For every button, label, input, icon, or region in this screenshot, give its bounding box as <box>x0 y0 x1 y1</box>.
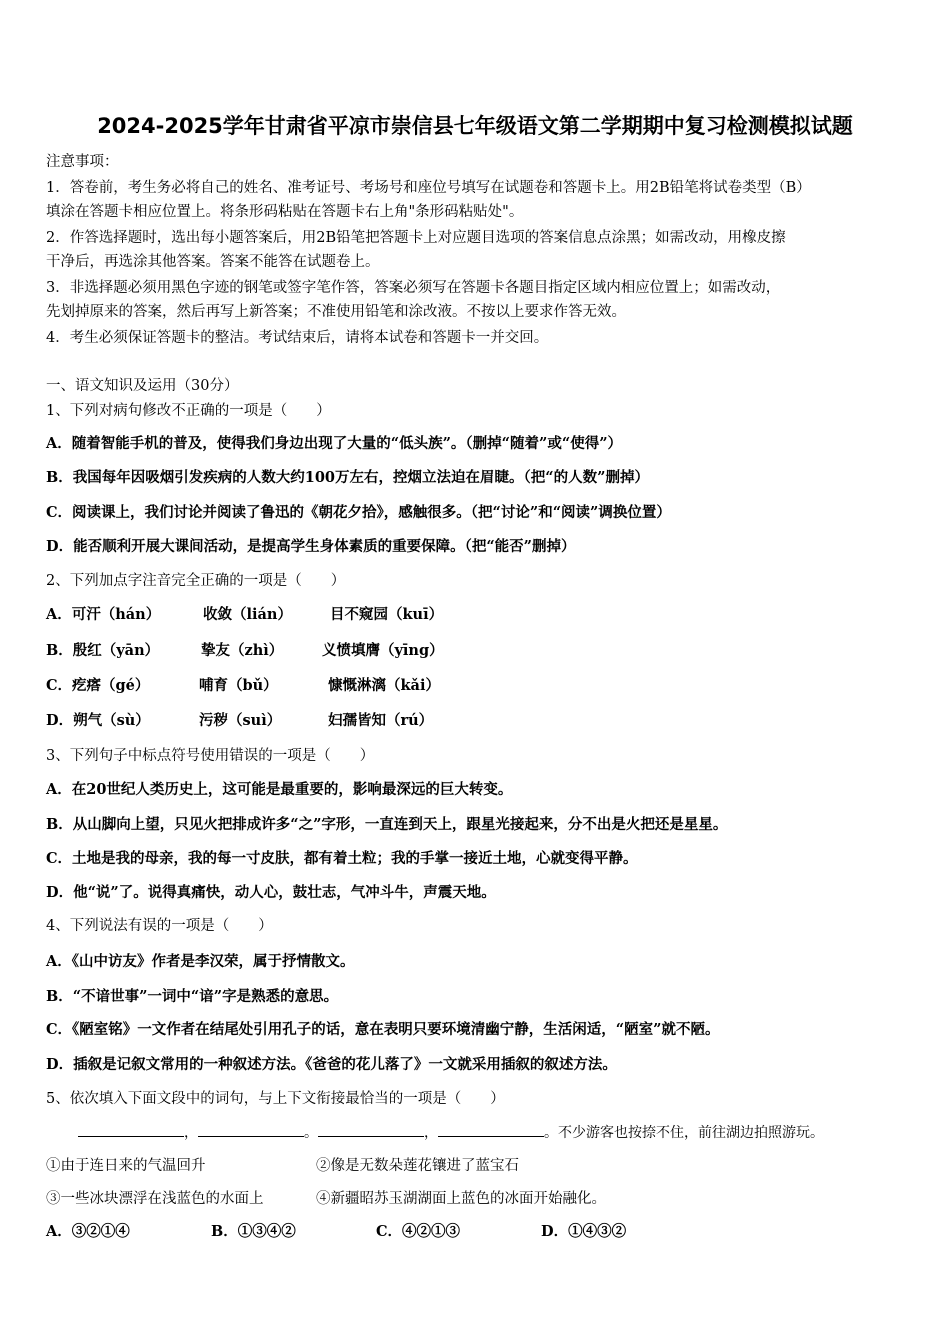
pinyin-option: 收敛（lián） <box>203 606 292 623</box>
notice-line: 先划掉原来的答案，然后再写上新答案；不准使用铅笔和涂改液。不按以上要求作答无效。 <box>46 304 626 320</box>
pinyin-option: 慷慨淋漓（kǎi） <box>328 677 440 694</box>
pinyin-option: 哺育（bǔ） <box>199 677 278 694</box>
pinyin-option: 目不窥园（kuī） <box>330 606 444 623</box>
question-stem: 3、下列句子中标点符号使用错误的一项是（ ） <box>46 748 375 764</box>
pinyin-option: A．可汗（hán） <box>46 606 161 623</box>
notice-line: 2．作答选择题时，选出每小题答案后，用2B铅笔把答题卡上对应题目选项的答案信息点涂黑；如需改动，用橡皮擦 <box>46 230 786 246</box>
answer-blank[interactable] <box>198 1122 304 1137</box>
notice-heading: 注意事项： <box>46 154 119 170</box>
sentence-item: ①由于连日来的气温回升 <box>46 1158 206 1174</box>
question-stem: 1、下列对病句修改不正确的一项是（ ） <box>46 403 331 419</box>
question-option: A．在20世纪人类历史上，这可能是最重要的，影响最深远的巨大转变。 <box>46 781 513 798</box>
notice-line: 干净后，再选涂其他答案。答案不能答在试题卷上。 <box>46 254 380 270</box>
answer-blank[interactable] <box>78 1122 184 1137</box>
notice-line: 填涂在答题卡相应位置上。将条形码粘贴在答题卡右上角"条形码粘贴处"。 <box>46 204 524 220</box>
sentence-item: ②像是无数朵莲花镶进了蓝宝石 <box>316 1158 519 1174</box>
question-option: A．《山中访友》作者是李汉荣，属于抒情散文。 <box>46 953 355 970</box>
sentence-item: ③一些冰块漂浮在浅蓝色的水面上 <box>46 1191 264 1207</box>
question-stem: 4、下列说法有误的一项是（ ） <box>46 918 273 934</box>
pinyin-option: 挚友（zhì） <box>201 642 284 659</box>
question-stem: 5、依次填入下面文段中的词句，与上下文衔接最恰当的一项是（ ） <box>46 1091 505 1107</box>
answer-choice[interactable]: C．④②①③ <box>376 1223 461 1240</box>
question-stem: 2、下列加点字注音完全正确的一项是（ ） <box>46 573 346 589</box>
pinyin-option: B．殷红（yān） <box>46 642 160 659</box>
notice-line: 1．答卷前，考生务必将自己的姓名、准考证号、考场号和座位号填写在试题卷和答题卡上。用2B铅笔将试卷类型（B） <box>46 180 811 196</box>
answer-blank[interactable] <box>438 1122 544 1137</box>
question-option: D．插叙是记叙文常用的一种叙述方法。《爸爸的花儿落了》一文就采用插叙的叙述方法。 <box>46 1056 617 1073</box>
page-title: 2024-2025学年甘肃省平凉市崇信县七年级语文第二学期期中复习检测模拟试题 <box>97 114 853 138</box>
fill-blank-passage: ， 。 ， 。不少游客也按捺不住，前往湖边拍照游玩。 <box>78 1122 824 1143</box>
question-option: B．我国每年因吸烟引发疾病的人数大约100万左右，控烟立法迫在眉睫。（把“的人数”删掉） <box>46 469 649 486</box>
question-option: A．随着智能手机的普及，使得我们身边出现了大量的“低头族”。（删掉“随着”或“使得”） <box>46 435 623 452</box>
question-option: C．土地是我的母亲，我的每一寸皮肤，都有着土粒；我的手掌一接近土地，心就变得平静。 <box>46 850 638 867</box>
section-heading: 一、语文知识及运用（30分） <box>46 378 239 394</box>
notice-line: 3．非选择题必须用黑色字迹的钢笔或签字笔作答，答案必须写在答题卡各题目指定区域内相应位置上；如需改动， <box>46 280 781 296</box>
question-option: D．能否顺利开展大课间活动，是提高学生身体素质的重要保障。（把“能否”删掉） <box>46 538 576 555</box>
pinyin-option: D．朔气（sù） <box>46 712 150 729</box>
question-option: C．阅读课上，我们讨论并阅读了鲁迅的《朝花夕拾》，感触很多。（把“讨论”和“阅读”调换位置） <box>46 504 671 521</box>
pinyin-option: C．疙瘩（gé） <box>46 677 150 694</box>
question-option: C．《陋室铭》一文作者在结尾处引用孔子的话，意在表明只要环境清幽宁静，生活闲适，“陋室”就不陋。 <box>46 1021 720 1038</box>
notice-line: 4．考生必须保证答题卡的整洁。考试结束后，请将本试卷和答题卡一并交回。 <box>46 330 549 346</box>
question-option: B．从山脚向上望，只见火把排成许多“之”字形，一直连到天上，跟星光接起来，分不出是火把还是星星。 <box>46 816 728 833</box>
pinyin-option: 义愤填膺（yīng） <box>322 642 444 659</box>
sentence-item: ④新疆昭苏玉湖湖面上蓝色的冰面开始融化。 <box>316 1191 606 1207</box>
answer-blank[interactable] <box>318 1122 424 1137</box>
pinyin-option: 污秽（suì） <box>199 712 282 729</box>
answer-choice[interactable]: A．③②①④ <box>46 1223 130 1240</box>
answer-choice[interactable]: B．①③④② <box>211 1223 296 1240</box>
pinyin-option: 妇孺皆知（rú） <box>328 712 434 729</box>
question-option: B．“不谙世事”一词中“谙”字是熟悉的意思。 <box>46 988 339 1005</box>
question-option: D．他“说”了。说得真痛快，动人心，鼓壮志，气冲斗牛，声震天地。 <box>46 884 496 901</box>
answer-choice[interactable]: D．①④③② <box>541 1223 627 1240</box>
